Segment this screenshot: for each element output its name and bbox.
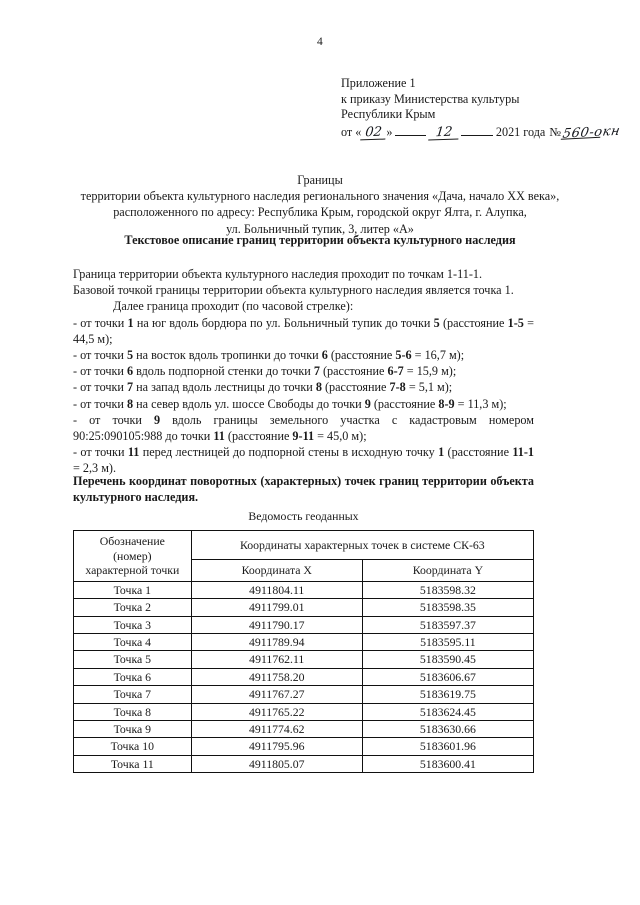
- table-header-row-1: [74, 531, 534, 560]
- body-paragraph-1: Граница территории объекта культурного наследия проходит по точкам 1-11-1.: [73, 267, 483, 281]
- border-segment-item: - от точки 8 на север вдоль ул. шоссе Свободы до точки 9 (расстояние 8-9 = 11,3 м);: [73, 396, 507, 411]
- cell-coordinate-y: 5183590.45: [362, 651, 533, 668]
- cell-coordinate-x: 4911762.11: [191, 651, 362, 668]
- border-segment-item: - от точки 5 на восток вдоль тропинки до точки 6 (расстояние 5-6 = 16,7 м);: [73, 348, 465, 363]
- table-row: [74, 738, 534, 755]
- body-paragraph-2: Базовой точкой границы территории объекта культурного наследия является точка 1.: [73, 283, 514, 298]
- header-point-designation-line-2: (номер): [113, 548, 152, 563]
- cell-coordinate-y: 5183606.67: [362, 668, 533, 685]
- table-row: [74, 581, 534, 598]
- border-segment-item: - от точки 7 на запад вдоль лестницы до точки 8 (расстояние 7-8 = 5,1 м);: [73, 380, 453, 395]
- cell-coordinate-x: 4911804.11: [191, 581, 362, 598]
- cell-coordinate-x: 4911774.62: [191, 721, 362, 738]
- header-coordinate-x: Координата X: [191, 559, 362, 581]
- table-row: [74, 686, 534, 703]
- title-line-1: Границы: [297, 173, 343, 187]
- cell-point-name: Точка 1: [74, 581, 192, 598]
- order-prefix: от «: [341, 124, 362, 139]
- order-number-handwritten: 560-окн: [560, 124, 633, 141]
- cell-coordinate-x: 4911758.20: [191, 668, 362, 685]
- table-row: [74, 721, 534, 738]
- cell-coordinate-y: 5183600.41: [362, 755, 533, 772]
- order-month-rule-right: [461, 124, 493, 136]
- appendix-header: [341, 76, 631, 140]
- order-day-close: »: [386, 124, 393, 139]
- appendix-line-2: к приказу Министерства культуры: [341, 91, 520, 106]
- border-segment-item: - от точки 11 перед лестницей до подпорной стены в исходную точку 1 (расстояние 11-1 = 2,3 м).: [73, 445, 534, 476]
- title-line-2: территории объекта культурного наследия регионального значения «Дача, начало XX века»,: [80, 189, 560, 204]
- geodata-table: [73, 530, 534, 773]
- cell-point-name: Точка 5: [74, 651, 192, 668]
- border-segment-item: - от точки 6 вдоль подпорной стенки до точки 7 (расстояние 6-7 = 15,9 м);: [73, 364, 457, 379]
- table-row: [74, 599, 534, 616]
- cell-coordinate-y: 5183601.96: [362, 738, 533, 755]
- cell-coordinate-y: 5183597.37: [362, 616, 533, 633]
- header-coordinates-span: Координаты характерных точек в системе СК-63: [191, 531, 533, 560]
- header-point-designation-line-3: характерной точки: [85, 563, 180, 578]
- title-line-4: ул. Больничный тупик, 3, литер «А»: [226, 221, 414, 236]
- geodata-table-body: [74, 581, 534, 772]
- cell-point-name: Точка 7: [74, 686, 192, 703]
- order-year: 2021 года: [495, 124, 546, 139]
- cell-coordinate-x: 4911790.17: [191, 616, 362, 633]
- order-date-line: [341, 124, 631, 141]
- cell-point-name: Точка 8: [74, 703, 192, 720]
- cell-coordinate-x: 4911767.27: [191, 686, 362, 703]
- coordinates-list-heading: Перечень координат поворотных (характерных) точек границ территории объекта культурного наследия.: [73, 474, 534, 505]
- table-row: [74, 668, 534, 685]
- table-row: [74, 755, 534, 772]
- order-no-label: №: [549, 124, 561, 139]
- order-day-handwritten: 02: [361, 125, 388, 140]
- cell-coordinate-x: 4911789.94: [191, 634, 362, 651]
- table-row: [74, 634, 534, 651]
- page-number: 4: [317, 36, 323, 48]
- order-month-rule-left: [395, 124, 427, 136]
- body-paragraph-3: Далее граница проходит (по часовой стрелке):: [113, 299, 354, 314]
- order-month-handwritten: 12: [428, 125, 460, 140]
- cell-coordinate-y: 5183598.32: [362, 581, 533, 598]
- cell-point-name: Точка 11: [74, 755, 192, 772]
- cell-coordinate-x: 4911805.07: [191, 755, 362, 772]
- table-row: [74, 651, 534, 668]
- section-heading-text-description: Текстовое описание границ территории объекта культурного наследия: [124, 233, 516, 247]
- appendix-line-1: Приложение 1: [341, 76, 416, 90]
- header-point-designation-line-1: Обозначение: [99, 534, 165, 548]
- document-title: [72, 172, 568, 237]
- cell-coordinate-y: 5183619.75: [362, 686, 533, 703]
- table-row: [74, 616, 534, 633]
- border-segment-item: - от точки 1 на юг вдоль бордюра по ул. Больничный тупик до точки 5 (расстояние 1-5 = 44,5 м);: [73, 315, 535, 346]
- cell-coordinate-x: 4911765.22: [191, 703, 362, 720]
- cell-point-name: Точка 10: [74, 738, 192, 755]
- border-description-body: [73, 266, 534, 477]
- appendix-line-3: Республики Крым: [341, 107, 436, 122]
- table-row: [74, 703, 534, 720]
- cell-coordinate-x: 4911795.96: [191, 738, 362, 755]
- title-line-3: расположенного по адресу: Республика Крым, городской округ Ялта, г. Алупка,: [113, 205, 527, 220]
- geodata-table-head: [74, 531, 534, 582]
- cell-coordinate-y: 5183630.66: [362, 721, 533, 738]
- cell-point-name: Точка 4: [74, 634, 192, 651]
- table-caption: Ведомость геоданных: [248, 509, 359, 523]
- header-coordinate-y: Координата Y: [362, 559, 533, 581]
- cell-coordinate-y: 5183624.45: [362, 703, 533, 720]
- cell-point-name: Точка 9: [74, 721, 192, 738]
- border-segment-item: - от точки 9 вдоль границы земельного участка с кадастровым номером 90:25:090105:988 до точки 11 (расстояние 9-11 = 45,0 м);: [73, 412, 535, 444]
- cell-point-name: Точка 3: [74, 616, 192, 633]
- cell-coordinate-y: 5183595.11: [362, 634, 533, 651]
- cell-coordinate-x: 4911799.01: [191, 599, 362, 616]
- cell-point-name: Точка 2: [74, 599, 192, 616]
- header-point-designation: [74, 531, 192, 582]
- cell-point-name: Точка 6: [74, 668, 192, 685]
- cell-coordinate-y: 5183598.35: [362, 599, 533, 616]
